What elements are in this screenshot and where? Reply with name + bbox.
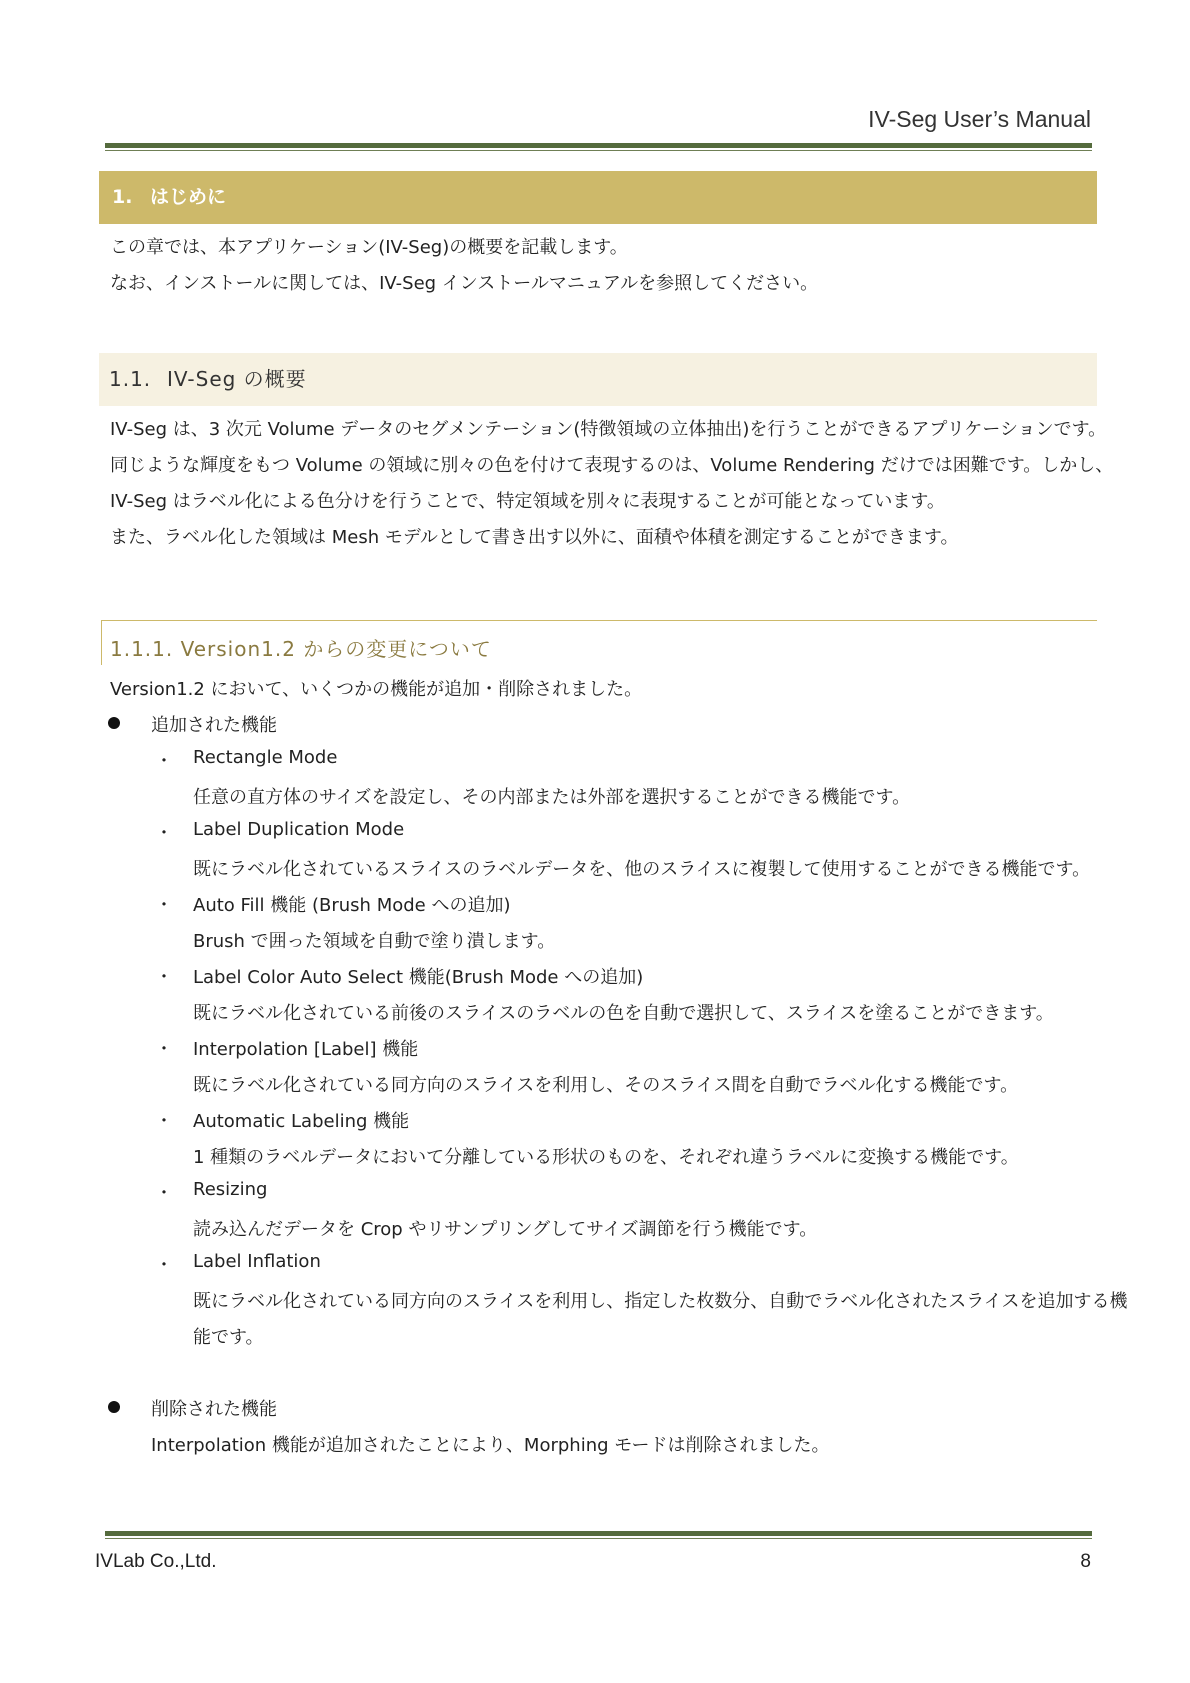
feature-description: 既にラベル化されている同方向のスライスを利用し、指定した枚数分、自動でラベル化されたスライスを追加する機 <box>193 1291 1128 1312</box>
section-1-1-1-heading: 1.1.1. Version1.2 からの変更について <box>101 620 1097 665</box>
section-1-line-1: この章では、本アプリケーション(IV-Seg)の概要を記載します。 <box>110 237 628 258</box>
feature-name: Label Inflation <box>193 1251 321 1272</box>
header-rule-thick <box>105 143 1092 148</box>
feature-name: Automatic Labeling 機能 <box>193 1111 410 1132</box>
feature-description-cont: 能です。 <box>193 1327 264 1348</box>
section-1-line-2: なお、インストールに関しては、IV-Seg インストールマニュアルを参照してください。 <box>110 273 819 294</box>
feature-description: 1 種類のラベルデータにおいて分離している形状のものを、それぞれ違うラベルに変換する機能です。 <box>193 1147 1019 1168</box>
bullet-dot <box>108 717 120 729</box>
feature-description: 既にラベル化されている前後のスライスのラベルの色を自動で選択して、スライスを塗ることができます。 <box>193 1003 1054 1024</box>
section-1-1-title: IV-Seg の概要 <box>167 367 307 391</box>
section-1-1-number: 1.1. <box>109 367 152 391</box>
feature-name: Auto Fill 機能 (Brush Mode への追加) <box>193 895 511 916</box>
item-marker: ・ <box>155 823 173 844</box>
section-1-1-heading <box>99 353 1097 406</box>
feature-name: Label Color Auto Select 機能(Brush Mode への追加) <box>193 967 644 988</box>
feature-name: Interpolation [Label] 機能 <box>193 1039 419 1060</box>
section-1-1-1-intro: Version1.2 において、いくつかの機能が追加・削除されました。 <box>110 679 643 700</box>
item-marker: ・ <box>155 895 173 916</box>
added-features-heading: 追加された機能 <box>151 715 277 736</box>
section-1-heading <box>99 171 1097 224</box>
feature-description: Brush で囲った領域を自動で塗り潰します。 <box>193 931 556 952</box>
feature-description: 既にラベル化されているスライスのラベルデータを、他のスライスに複製して使用することができる機能です。 <box>193 859 1091 880</box>
feature-description: 既にラベル化されている同方向のスライスを利用し、そのスライス間を自動でラベル化する機能です。 <box>193 1075 1019 1096</box>
feature-name: Resizing <box>193 1179 268 1200</box>
item-marker: ・ <box>155 751 173 772</box>
bullet-dot <box>108 1401 120 1413</box>
section-1-1-line-4: また、ラベル化した領域は Mesh モデルとして書き出す以外に、面積や体積を測定することができます。 <box>110 527 959 548</box>
footer-rule-thin <box>105 1538 1092 1539</box>
feature-description: 読み込んだデータを Crop やリサンプリングしてサイズ調節を行う機能です。 <box>193 1219 818 1240</box>
removed-features-heading: 削除された機能 <box>151 1399 277 1420</box>
header-rule-thin <box>105 150 1092 151</box>
feature-description: 任意の直方体のサイズを設定し、その内部または外部を選択することができる機能です。 <box>193 787 911 808</box>
item-marker: ・ <box>155 1255 173 1276</box>
section-1-number: 1. <box>112 186 133 208</box>
page-number: 8 <box>1080 1551 1091 1572</box>
removed-features-text: Interpolation 機能が追加されたことにより、Morphing モードは削除されました。 <box>151 1435 830 1456</box>
footer-rule-thick <box>105 1531 1092 1536</box>
feature-name: Rectangle Mode <box>193 747 338 768</box>
section-1-1-line-3: IV-Seg はラベル化による色分けを行うことで、特定領域を別々に表現することが可能となっています。 <box>110 491 945 512</box>
item-marker: ・ <box>155 1039 173 1060</box>
item-marker: ・ <box>155 1111 173 1132</box>
feature-name: Label Duplication Mode <box>193 819 405 840</box>
footer-company: IVLab Co.,Ltd. <box>95 1551 217 1572</box>
item-marker: ・ <box>155 967 173 988</box>
header-title: IV-Seg User’s Manual <box>868 106 1091 132</box>
section-1-1-line-2: 同じような輝度をもつ Volume の領域に別々の色を付けて表現するのは、Volume Rendering だけでは困難です。しかし、 <box>110 455 1114 476</box>
item-marker: ・ <box>155 1183 173 1204</box>
section-1-title: はじめに <box>150 186 227 208</box>
section-1-1-line-1: IV-Seg は、3 次元 Volume データのセグメンテーション(特徴領域の立体抽出)を行うことができるアプリケーションです。 <box>110 419 1107 440</box>
